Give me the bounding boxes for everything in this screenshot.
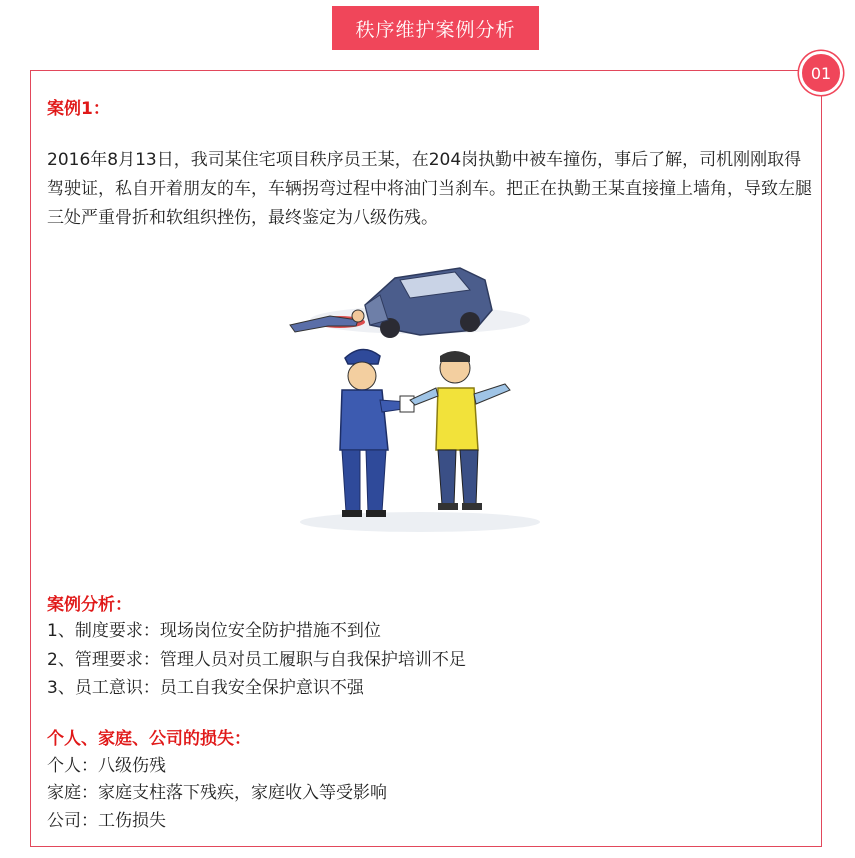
loss-label: 个人、家庭、公司的损失：: [47, 729, 251, 749]
page-title: 秩序维护案例分析: [332, 6, 539, 50]
car-icon: [365, 268, 492, 338]
police-officer-icon: [340, 349, 414, 517]
analysis-label: 案例分析：: [47, 595, 132, 615]
loss-item: 家庭：家庭支柱落下残疾，家庭收入等受影响: [47, 783, 387, 803]
accident-illustration: [270, 250, 570, 550]
analysis-item: 3、员工意识：员工自我安全保护意识不强: [47, 678, 364, 698]
loss-item: 公司：工伤损失: [47, 811, 166, 831]
case-description: 2016年8月13日，我司某住宅项目秩序员王某，在204岗执勤中被车撞伤，事后了解，司机刚刚取得驾驶证，私自开着朋友的车，车辆拐弯过程中将油门当刹车。把正在执勤王某直接撞上墙角，导致左腿三处严重骨折和软组织挫伤，最终鉴定为八级伤残。: [47, 150, 812, 228]
case-number-badge: 01: [799, 51, 843, 95]
loss-item: 个人：八级伤残: [47, 756, 166, 776]
case-label: 案例1：: [47, 99, 110, 119]
driver-person-icon: [410, 351, 510, 510]
analysis-item: 1、制度要求：现场岗位安全防护措施不到位: [47, 621, 381, 641]
analysis-item: 2、管理要求：管理人员对员工履职与自我保护培训不足: [47, 650, 466, 670]
